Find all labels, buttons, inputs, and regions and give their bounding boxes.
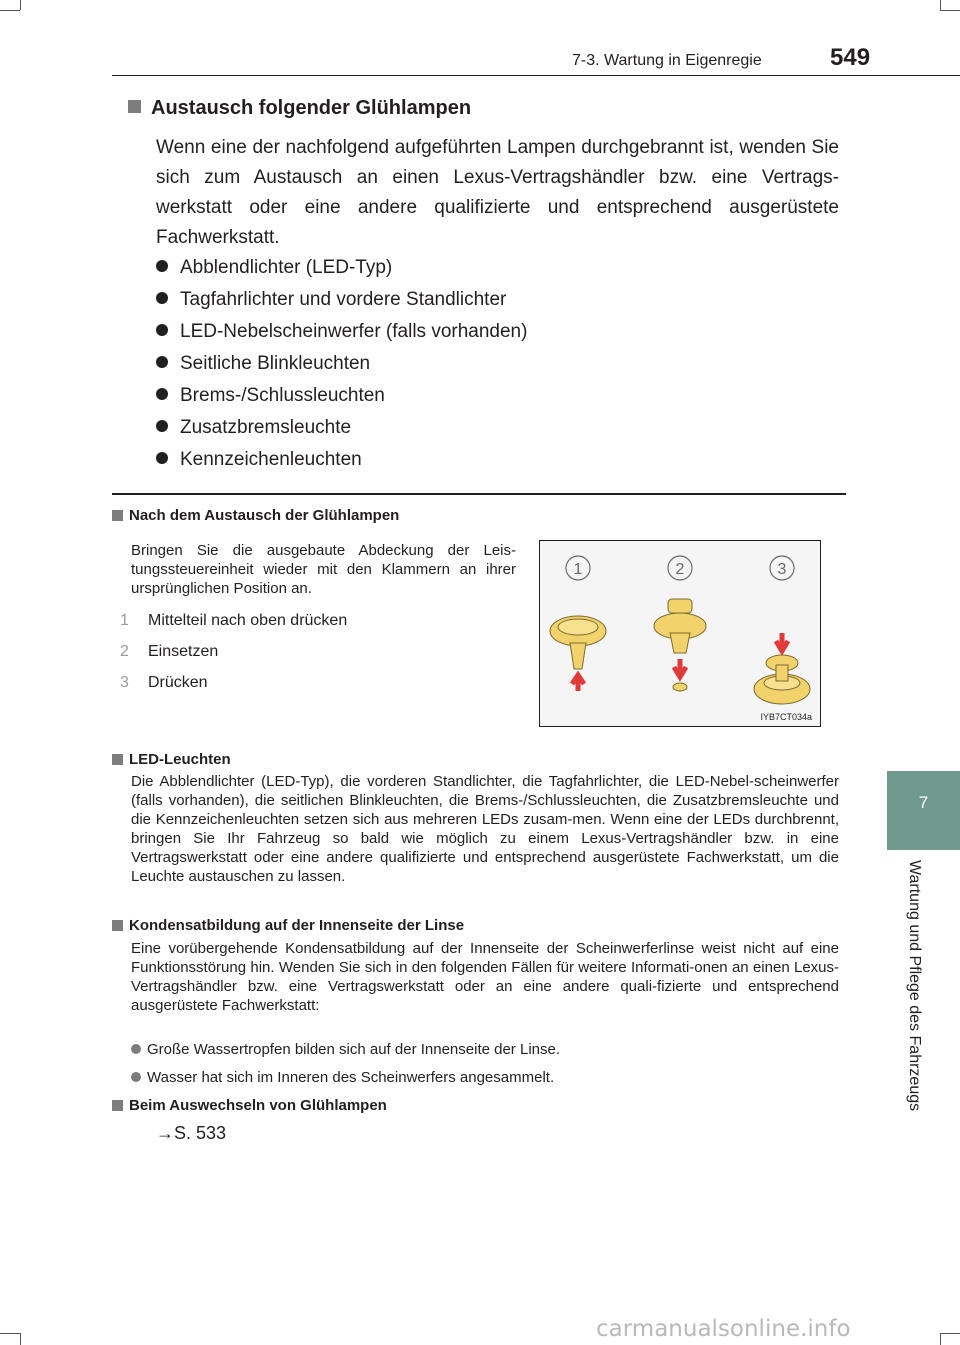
list-item: Wasser hat sich im Inneren des Scheinwerfers angesammelt. <box>131 1069 554 1086</box>
bullet-icon <box>156 324 168 336</box>
arrow-up-icon <box>572 675 584 691</box>
clip-illustration <box>540 541 820 726</box>
crop-mark <box>0 1333 20 1334</box>
bullet-icon <box>131 1072 141 1082</box>
list-item: Tagfahrlichter und vordere Standlichter <box>156 284 527 316</box>
section-title: 7-3. Wartung in Eigenregie <box>572 52 762 69</box>
crop-mark <box>0 10 20 11</box>
led-text: Die Abblendlichter (LED-Typ), die vorderen Standlichter, die Tagfahrlichter, die LED-Nebel-scheinwerfer (falls vorhanden), die seitlichen Blinkleuchten, die Brems-/Schlussleuchten, die Zusatzbremsleuchte und die Kennzeichenleuchten setzen sich aus mehreren LEDs zusam-men. Wenn eine der LEDs durchbrennt, bringen Sie Ihr Fahrzeug so bald wie möglich zu einem Lexus-Vertragshändler bzw. in eine Vertragswerkstatt oder eine andere qualifizierte und entsprechend ausgerüstete Fachwerkstatt, um die Leuchte austauschen zu lassen. <box>131 773 839 885</box>
list-item: Brems-/Schlussleuchten <box>156 380 527 412</box>
figure-code: IYB7CT034a <box>760 712 812 722</box>
square-bullet-icon <box>128 100 141 113</box>
crop-mark <box>20 0 21 10</box>
list-item: LED-Nebelscheinwerfer (falls vorhanden) <box>156 316 527 348</box>
list-item: Abblendlichter (LED-Typ) <box>156 252 527 284</box>
chapter-tab <box>887 771 960 850</box>
square-bullet-icon <box>112 754 123 765</box>
bullet-icon <box>156 388 168 400</box>
crop-mark <box>940 1333 941 1345</box>
chapter-title: Wartung und Pflege des Fahrzeugs <box>906 860 923 1112</box>
after-replacement-heading: Nach dem Austausch der Glühlampen <box>112 507 399 524</box>
square-bullet-icon <box>112 510 123 521</box>
list-item: Seitliche Blinkleuchten <box>156 348 527 380</box>
list-item: Große Wassertropfen bilden sich auf der Innenseite der Linse. <box>131 1041 560 1058</box>
chapter-number: 7 <box>918 793 929 812</box>
clip-figure <box>539 540 821 727</box>
bullet-icon <box>156 356 168 368</box>
bullet-icon <box>156 452 168 464</box>
crop-mark <box>20 1333 21 1345</box>
figure-label-2: 2 <box>675 561 685 578</box>
figure-label-3: 3 <box>777 561 787 578</box>
bullet-icon <box>156 420 168 432</box>
main-heading <box>128 97 471 120</box>
header-rule <box>112 75 960 76</box>
bullet-icon <box>156 260 168 272</box>
led-heading: LED-Leuchten <box>112 751 231 768</box>
arrow-down-icon <box>776 633 788 651</box>
crop-mark <box>940 1333 960 1334</box>
intro-paragraph: Wenn eine der nachfolgend aufgeführten Lampen durchgebrannt ist, wenden Sie sich zum Austausch an einen Lexus-Vertragshändler bzw. eine Vertrags-werkstatt oder eine andere qualifizierte und entsprechend ausgerüstete Fachwerkstatt. <box>156 137 839 248</box>
figure-label-1: 1 <box>573 561 583 578</box>
list-item: Zusatzbremsleuchte <box>156 412 527 444</box>
clip-3-icon <box>754 655 810 704</box>
step-2: 2 Einsetzen <box>120 643 219 660</box>
clip-1-icon <box>550 616 606 669</box>
section-divider <box>112 493 846 495</box>
arrow-down-icon <box>674 659 686 677</box>
page-number: 549 <box>830 44 871 71</box>
step-3: 3 Drücken <box>120 674 208 691</box>
square-bullet-icon <box>112 920 123 931</box>
bullet-icon <box>156 292 168 304</box>
bullet-icon <box>131 1044 141 1054</box>
square-bullet-icon <box>112 1100 123 1111</box>
crop-mark <box>940 0 941 10</box>
condensation-heading: Kondensatbildung auf der Innenseite der Linse <box>112 917 464 934</box>
lamp-list <box>156 252 527 476</box>
crop-mark <box>940 10 960 11</box>
watermark: carmanualsonline.info <box>596 1316 851 1342</box>
page-reference-link[interactable]: →S. 533 <box>156 1123 227 1143</box>
list-item: Kennzeichenleuchten <box>156 444 527 476</box>
changing-heading: Beim Auswechseln von Glühlampen <box>112 1097 387 1114</box>
after-replacement-text: Bringen Sie die ausgebaute Abdeckung der Leis-tungssteuereinheit wieder mit den Klammern an ihrer ursprünglichen Position an. <box>131 542 516 597</box>
condensation-text: Eine vorübergehende Kondensatbildung auf der Innenseite der Scheinwerferlinse weist nicht auf eine Funktionsstörung hin. Wenden Sie sich in den folgenden Fällen für weitere Informati-onen an einen Lexus-Vertragshändler bzw. eine Vertragswerkstatt oder an eine andere quali-fizierte und entsprechend ausgerüstete Fachwerkstatt: <box>131 940 839 1014</box>
main-heading-text: Austausch folgender Glühlampen <box>151 97 472 119</box>
step-1: 1 Mittelteil nach oben drücken <box>120 612 348 629</box>
